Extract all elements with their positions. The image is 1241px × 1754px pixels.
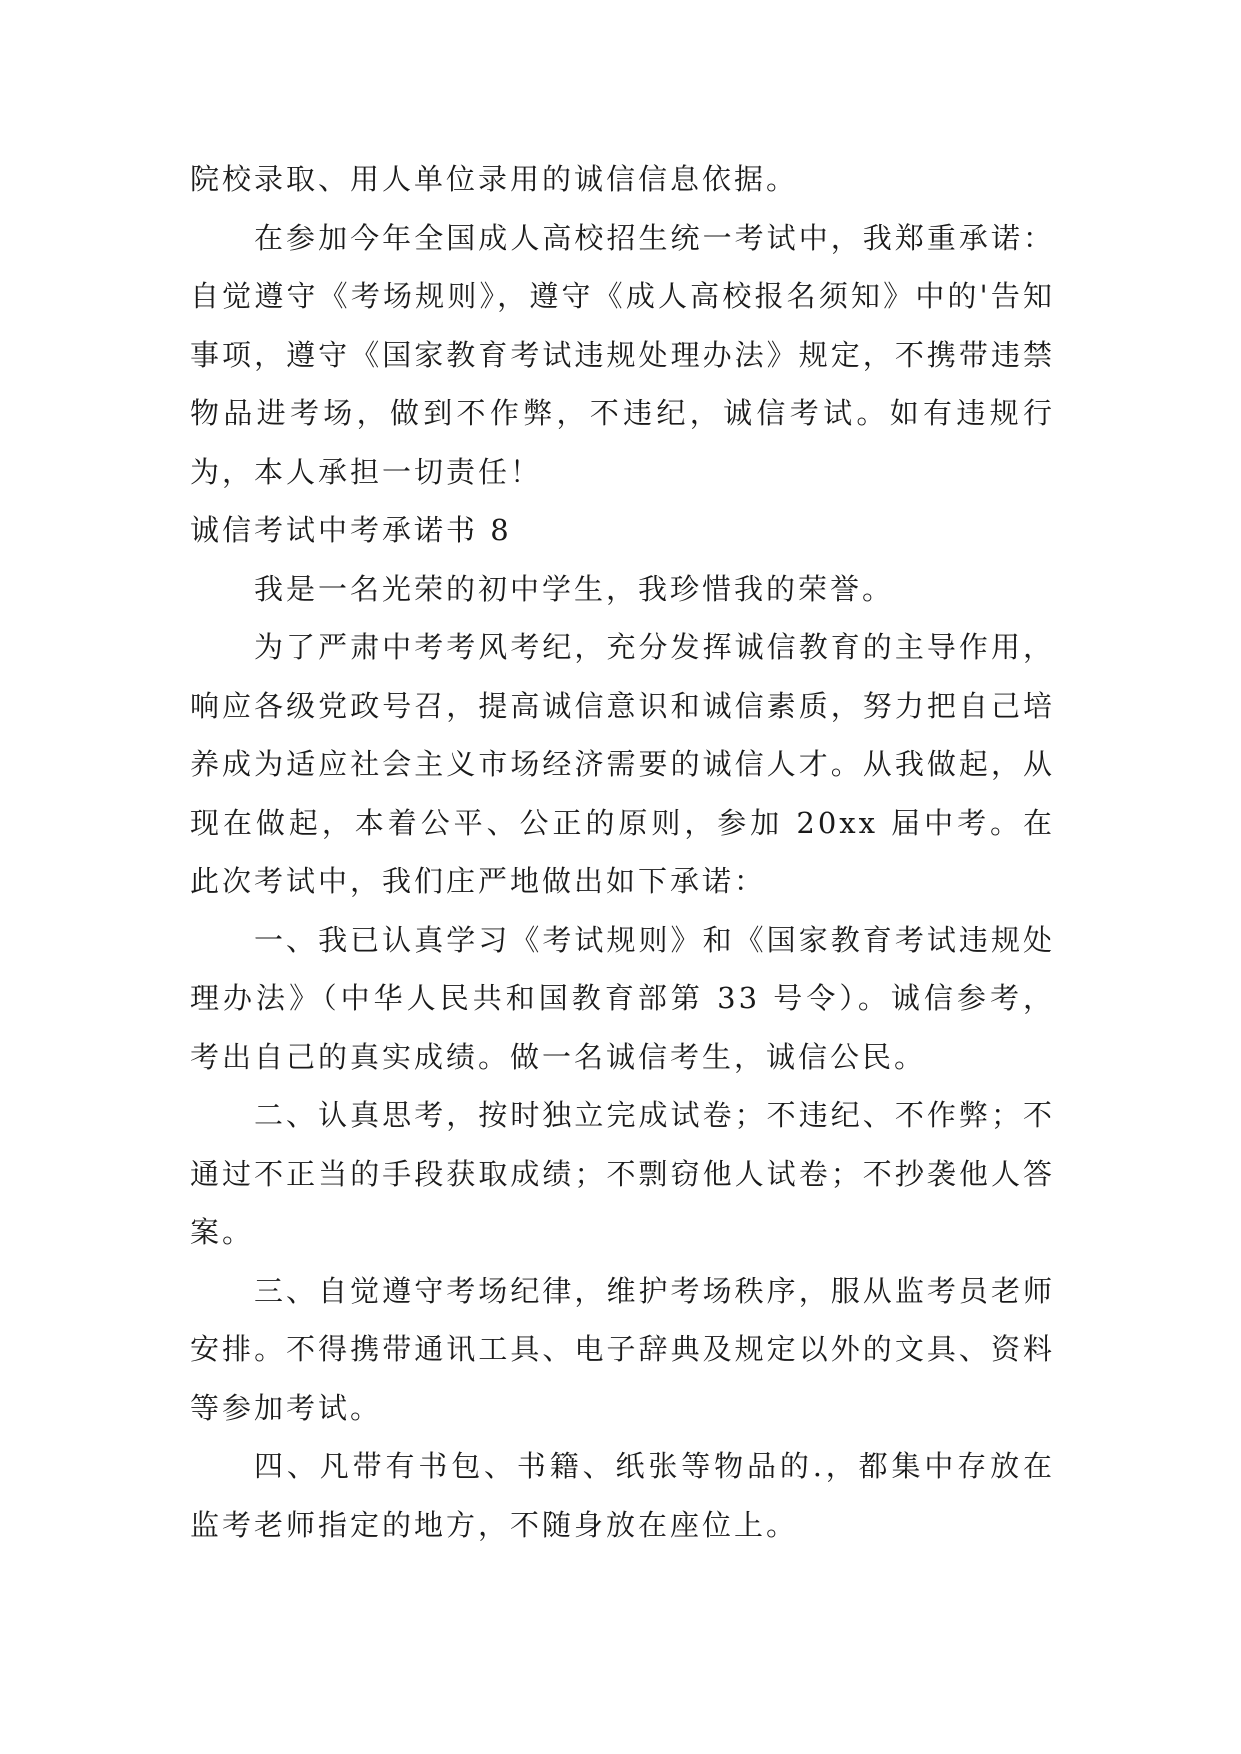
- document-page: [190, 150, 1055, 1554]
- pledge-item-4: 四、凡带有书包、书籍、纸张等物品的.，都集中存放在监考老师指定的地方，不随身放在座位上。: [190, 1449, 1055, 1542]
- section-heading: 诚信考试中考承诺书 8: [190, 513, 512, 547]
- pledge-item-3: 三、自觉遵守考场纪律，维护考场秩序，服从监考员老师安排。不得携带通讯工具、电子辞典及规定以外的文具、资料等参加考试。: [190, 1273, 1055, 1425]
- paragraph-pledge-adult-exam: 在参加今年全国成人高校招生统一考试中，我郑重承诺：自觉遵守《考场规则》，遵守《成人高校报名须知》中的'告知事项，遵守《国家教育考试违规处理办法》规定，不携带违禁物品进考场，做到不作弊，不违纪，诚信考试。如有违规行为，本人承担一切责任！: [190, 220, 1055, 489]
- pledge-item-1: 一、我已认真学习《考试规则》和《国家教育考试违规处理办法》（中华人民共和国教育部第 33 号令）。诚信参考，考出自己的真实成绩。做一名诚信考生，诚信公民。: [190, 922, 1055, 1074]
- paragraph-intro: 我是一名光荣的初中学生，我珍惜我的荣誉。: [254, 571, 895, 606]
- paragraph-continuation: 院校录取、用人单位录用的诚信信息依据。: [190, 162, 799, 196]
- paragraph-purpose: 为了严肃中考考风考纪，充分发挥诚信教育的主导作用，响应各级党政号召，提高诚信意识和诚信素质，努力把自己培养成为适应社会主义市场经济需要的诚信人才。从我做起，从现在做起，本着公平、公正的原则，参加 20xx 届中考。在此次考试中，我们庄严地做出如下承诺：: [190, 630, 1055, 898]
- pledge-item-2: 二、认真思考，按时独立完成试卷；不违纪、不作弊；不通过不正当的手段获取成绩；不剽窃他人试卷；不抄袭他人答案。: [190, 1098, 1055, 1249]
